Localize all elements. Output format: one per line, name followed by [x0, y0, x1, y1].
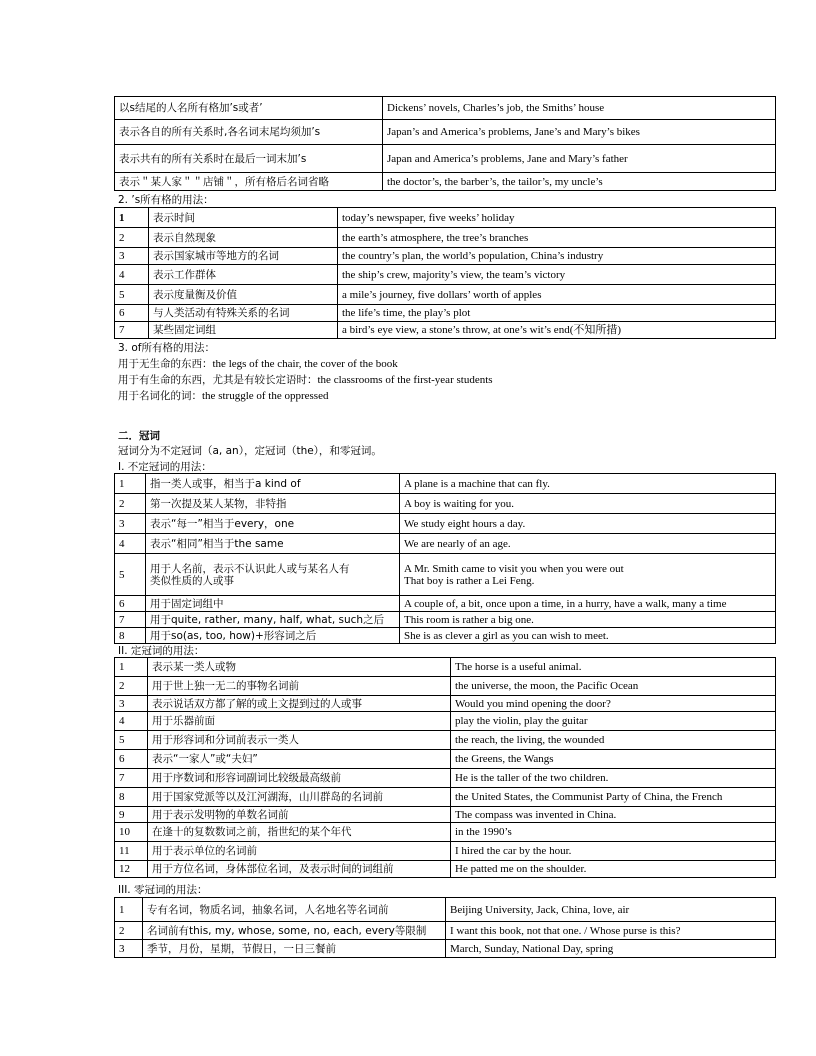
s-possessive-table [114, 207, 776, 339]
rule-cell: 表示＂某人家＂＂店铺＂，所有格后名词省略 [115, 173, 383, 191]
table-row [115, 628, 776, 644]
usage-cell: 用于固定词组中 [146, 596, 400, 612]
usage-cell: 表示度量衡及价值 [149, 285, 338, 305]
table-row [115, 305, 776, 322]
example-cell: He patted me on the shoulder. [451, 861, 776, 878]
table-row [115, 173, 776, 191]
example-cell: Japan’s and America’s problems, Jane’s and Mary’s bikes [383, 120, 776, 145]
usage-cell: 表示“相同”相当于the same [146, 534, 400, 554]
row-number: 2 [115, 922, 143, 940]
row-number: 9 [115, 807, 148, 823]
example-cell: The horse is a useful animal. [451, 658, 776, 677]
row-number: 10 [115, 823, 148, 842]
usage-cell: 表示自然现象 [149, 228, 338, 248]
table-row [115, 208, 776, 228]
row-number: 1 [115, 208, 149, 228]
table-row [115, 922, 776, 940]
usage-cell: 用于表示发明物的单数名词前 [148, 807, 451, 823]
usage-cell [146, 554, 400, 596]
usage-text: 用于名词化的词： [118, 390, 202, 402]
example-cell: We study eight hours a day. [400, 514, 776, 534]
usage-cell: 与人类活动有特殊关系的名词 [149, 305, 338, 322]
example-text: the struggle of the oppressed [202, 390, 329, 402]
example-cell: a mile’s journey, five dollars’ worth of apples [338, 285, 776, 305]
row-number: 3 [115, 940, 143, 958]
table-row [115, 677, 776, 696]
example-cell: Dickens’ novels, Charles’s job, the Smiths’ house [383, 97, 776, 120]
usage-cell: 用于世上独一无二的事物名词前 [148, 677, 451, 696]
example-cell: I want this book, not that one. / Whose purse is this? [446, 922, 776, 940]
row-number: 2 [115, 228, 149, 248]
table-row [115, 494, 776, 514]
usage-cell: 表示某一类人或物 [148, 658, 451, 677]
table-row [115, 474, 776, 494]
example-cell: the ship’s crew, majority’s view, the team’s victory [338, 265, 776, 285]
usage-cell: 名词前有this, my, whose, some, no, each, every等限制 [143, 922, 446, 940]
row-number: 2 [115, 677, 148, 696]
table-row [115, 97, 776, 120]
example-cell: the reach, the living, the wounded [451, 731, 776, 750]
row-number: 6 [115, 750, 148, 769]
usage-line: 用于人名前，表示不认识此人或与某名人有 [150, 562, 350, 575]
section-title: 3. of所有格的用法： [118, 342, 215, 354]
row-number: 11 [115, 842, 148, 861]
example-cell: Would you mind opening the door? [451, 696, 776, 712]
of-possessive-line [118, 372, 493, 387]
row-number: 8 [115, 628, 146, 644]
usage-cell: 季节，月份，星期，节假日，一日三餐前 [143, 940, 446, 958]
example-cell: He is the taller of the two children. [451, 769, 776, 788]
example-cell: We are nearly of an age. [400, 534, 776, 554]
usage-cell: 用于乐器前面 [148, 712, 451, 731]
row-number: 2 [115, 494, 146, 514]
row-number: 5 [115, 285, 149, 305]
example-cell: a bird’s eye view, a stone’s throw, at one’s wit’s end(不知所措) [338, 322, 776, 339]
table-row [115, 696, 776, 712]
example-cell: The compass was invented in China. [451, 807, 776, 823]
table-row [115, 731, 776, 750]
part-heading: 二．冠词 [118, 430, 160, 442]
usage-cell: 用于方位名词，身体部位名词，及表示时间的词组前 [148, 861, 451, 878]
table-row [115, 940, 776, 958]
row-number: 8 [115, 788, 148, 807]
usage-cell: 表示工作群体 [149, 265, 338, 285]
example-cell: the doctor’s, the barber’s, the tailor’s, my uncle’s [383, 173, 776, 191]
table-row [115, 285, 776, 305]
table-row [115, 596, 776, 612]
table-row [115, 861, 776, 878]
example-cell: the earth’s atmosphere, the tree’s branches [338, 228, 776, 248]
usage-cell: 用于形容词和分词前表示一类人 [148, 731, 451, 750]
section-title: I. 不定冠词的用法： [118, 461, 212, 473]
possessive-rules-table [114, 96, 776, 191]
table-row [115, 788, 776, 807]
usage-text: 用于无生命的东西： [118, 358, 213, 370]
table-row [115, 658, 776, 677]
usage-cell: 用于so(as, too, how)+形容词之后 [146, 628, 400, 644]
usage-cell: 指一类人或事，相当于a kind of [146, 474, 400, 494]
definite-article-table [114, 657, 776, 878]
example-cell: play the violin, play the guitar [451, 712, 776, 731]
table-row [115, 750, 776, 769]
usage-cell: 表示“一家人”或“夫妇” [148, 750, 451, 769]
table-row [115, 712, 776, 731]
example-cell: today’s newspaper, five weeks’ holiday [338, 208, 776, 228]
row-number: 1 [115, 658, 148, 677]
table-row [115, 554, 776, 596]
table-row [115, 534, 776, 554]
table-row [115, 823, 776, 842]
table-row [115, 612, 776, 628]
example-cell: the United States, the Communist Party of China, the French [451, 788, 776, 807]
usage-cell: 表示国家城市等地方的名词 [149, 248, 338, 265]
usage-cell: 用于quite, rather, many, half, what, such之后 [146, 612, 400, 628]
example-cell: I hired the car by the hour. [451, 842, 776, 861]
row-number: 3 [115, 248, 149, 265]
row-number: 1 [115, 898, 143, 922]
example-cell: She is as clever a girl as you can wish to meet. [400, 628, 776, 644]
example-cell: Beijing University, Jack, China, love, air [446, 898, 776, 922]
usage-cell: 专有名词，物质名词，抽象名词，人名地名等名词前 [143, 898, 446, 922]
example-cell [400, 554, 776, 596]
row-number: 12 [115, 861, 148, 878]
table-row [115, 120, 776, 145]
example-line: A Mr. Smith came to visit you when you were out [404, 562, 624, 575]
example-text: the classrooms of the first-year students [317, 374, 493, 386]
row-number: 7 [115, 769, 148, 788]
example-cell: the life’s time, the play’s plot [338, 305, 776, 322]
table-row [115, 145, 776, 173]
indefinite-article-table [114, 473, 776, 644]
example-cell: in the 1990’s [451, 823, 776, 842]
row-number: 4 [115, 265, 149, 285]
example-cell: This room is rather a big one. [400, 612, 776, 628]
row-number: 4 [115, 712, 148, 731]
table-row [115, 842, 776, 861]
row-number: 7 [115, 612, 146, 628]
example-cell: the universe, the moon, the Pacific Ocean [451, 677, 776, 696]
example-text: the legs of the chair, the cover of the book [212, 358, 398, 370]
usage-text: 用于有生命的东西，尤其是有较长定语时： [118, 374, 318, 386]
row-number: 1 [115, 474, 146, 494]
rule-cell: 表示各自的所有关系时,各名词末尾均须加’s [115, 120, 383, 145]
row-number: 5 [115, 554, 146, 596]
table-row [115, 898, 776, 922]
usage-cell: 表示时间 [149, 208, 338, 228]
usage-cell: 表示说话双方都了解的或上文提到过的人或事 [148, 696, 451, 712]
usage-cell: 在逢十的复数数词之前，指世纪的某个年代 [148, 823, 451, 842]
table-row [115, 514, 776, 534]
row-number: 6 [115, 596, 146, 612]
usage-cell: 用于国家党派等以及江河湖海，山川群岛的名词前 [148, 788, 451, 807]
table-row [115, 228, 776, 248]
example-cell: March, Sunday, National Day, spring [446, 940, 776, 958]
table-row [115, 807, 776, 823]
example-cell: A boy is waiting for you. [400, 494, 776, 514]
rule-cell: 表示共有的所有关系时在最后一词末加’s [115, 145, 383, 173]
example-cell: A couple of, a bit, once upon a time, in a hurry, have a walk, many a time [400, 596, 776, 612]
row-number: 7 [115, 322, 149, 339]
example-cell: A plane is a machine that can fly. [400, 474, 776, 494]
row-number: 4 [115, 534, 146, 554]
row-number: 5 [115, 731, 148, 750]
example-line: That boy is rather a Lei Feng. [404, 574, 535, 587]
table-row [115, 265, 776, 285]
example-cell: the Greens, the Wangs [451, 750, 776, 769]
row-number: 3 [115, 514, 146, 534]
zero-article-table [114, 897, 776, 958]
section-title: II. 定冠词的用法： [118, 645, 205, 657]
usage-cell: 某些固定词组 [149, 322, 338, 339]
table-row [115, 322, 776, 339]
table-row [115, 769, 776, 788]
example-cell: Japan and America’s problems, Jane and Mary’s father [383, 145, 776, 173]
usage-line: 类似性质的人或事 [150, 574, 234, 587]
usage-cell: 第一次提及某人某物，非特指 [146, 494, 400, 514]
table-row [115, 248, 776, 265]
of-possessive-line [118, 356, 398, 371]
section-title: 2. ’s所有格的用法： [118, 194, 214, 206]
part-intro: 冠词分为不定冠词（a, an），定冠词（the），和零冠词。 [118, 445, 382, 457]
section-title: III. 零冠词的用法： [118, 884, 208, 896]
of-possessive-line [118, 388, 328, 403]
row-number: 3 [115, 696, 148, 712]
usage-cell: 用于序数词和形容词副词比较级最高级前 [148, 769, 451, 788]
usage-cell: 表示“每一”相当于every，one [146, 514, 400, 534]
example-cell: the country’s plan, the world’s population, China’s industry [338, 248, 776, 265]
row-number: 6 [115, 305, 149, 322]
usage-cell: 用于表示单位的名词前 [148, 842, 451, 861]
rule-cell: 以s结尾的人名所有格加’s或者’ [115, 97, 383, 120]
